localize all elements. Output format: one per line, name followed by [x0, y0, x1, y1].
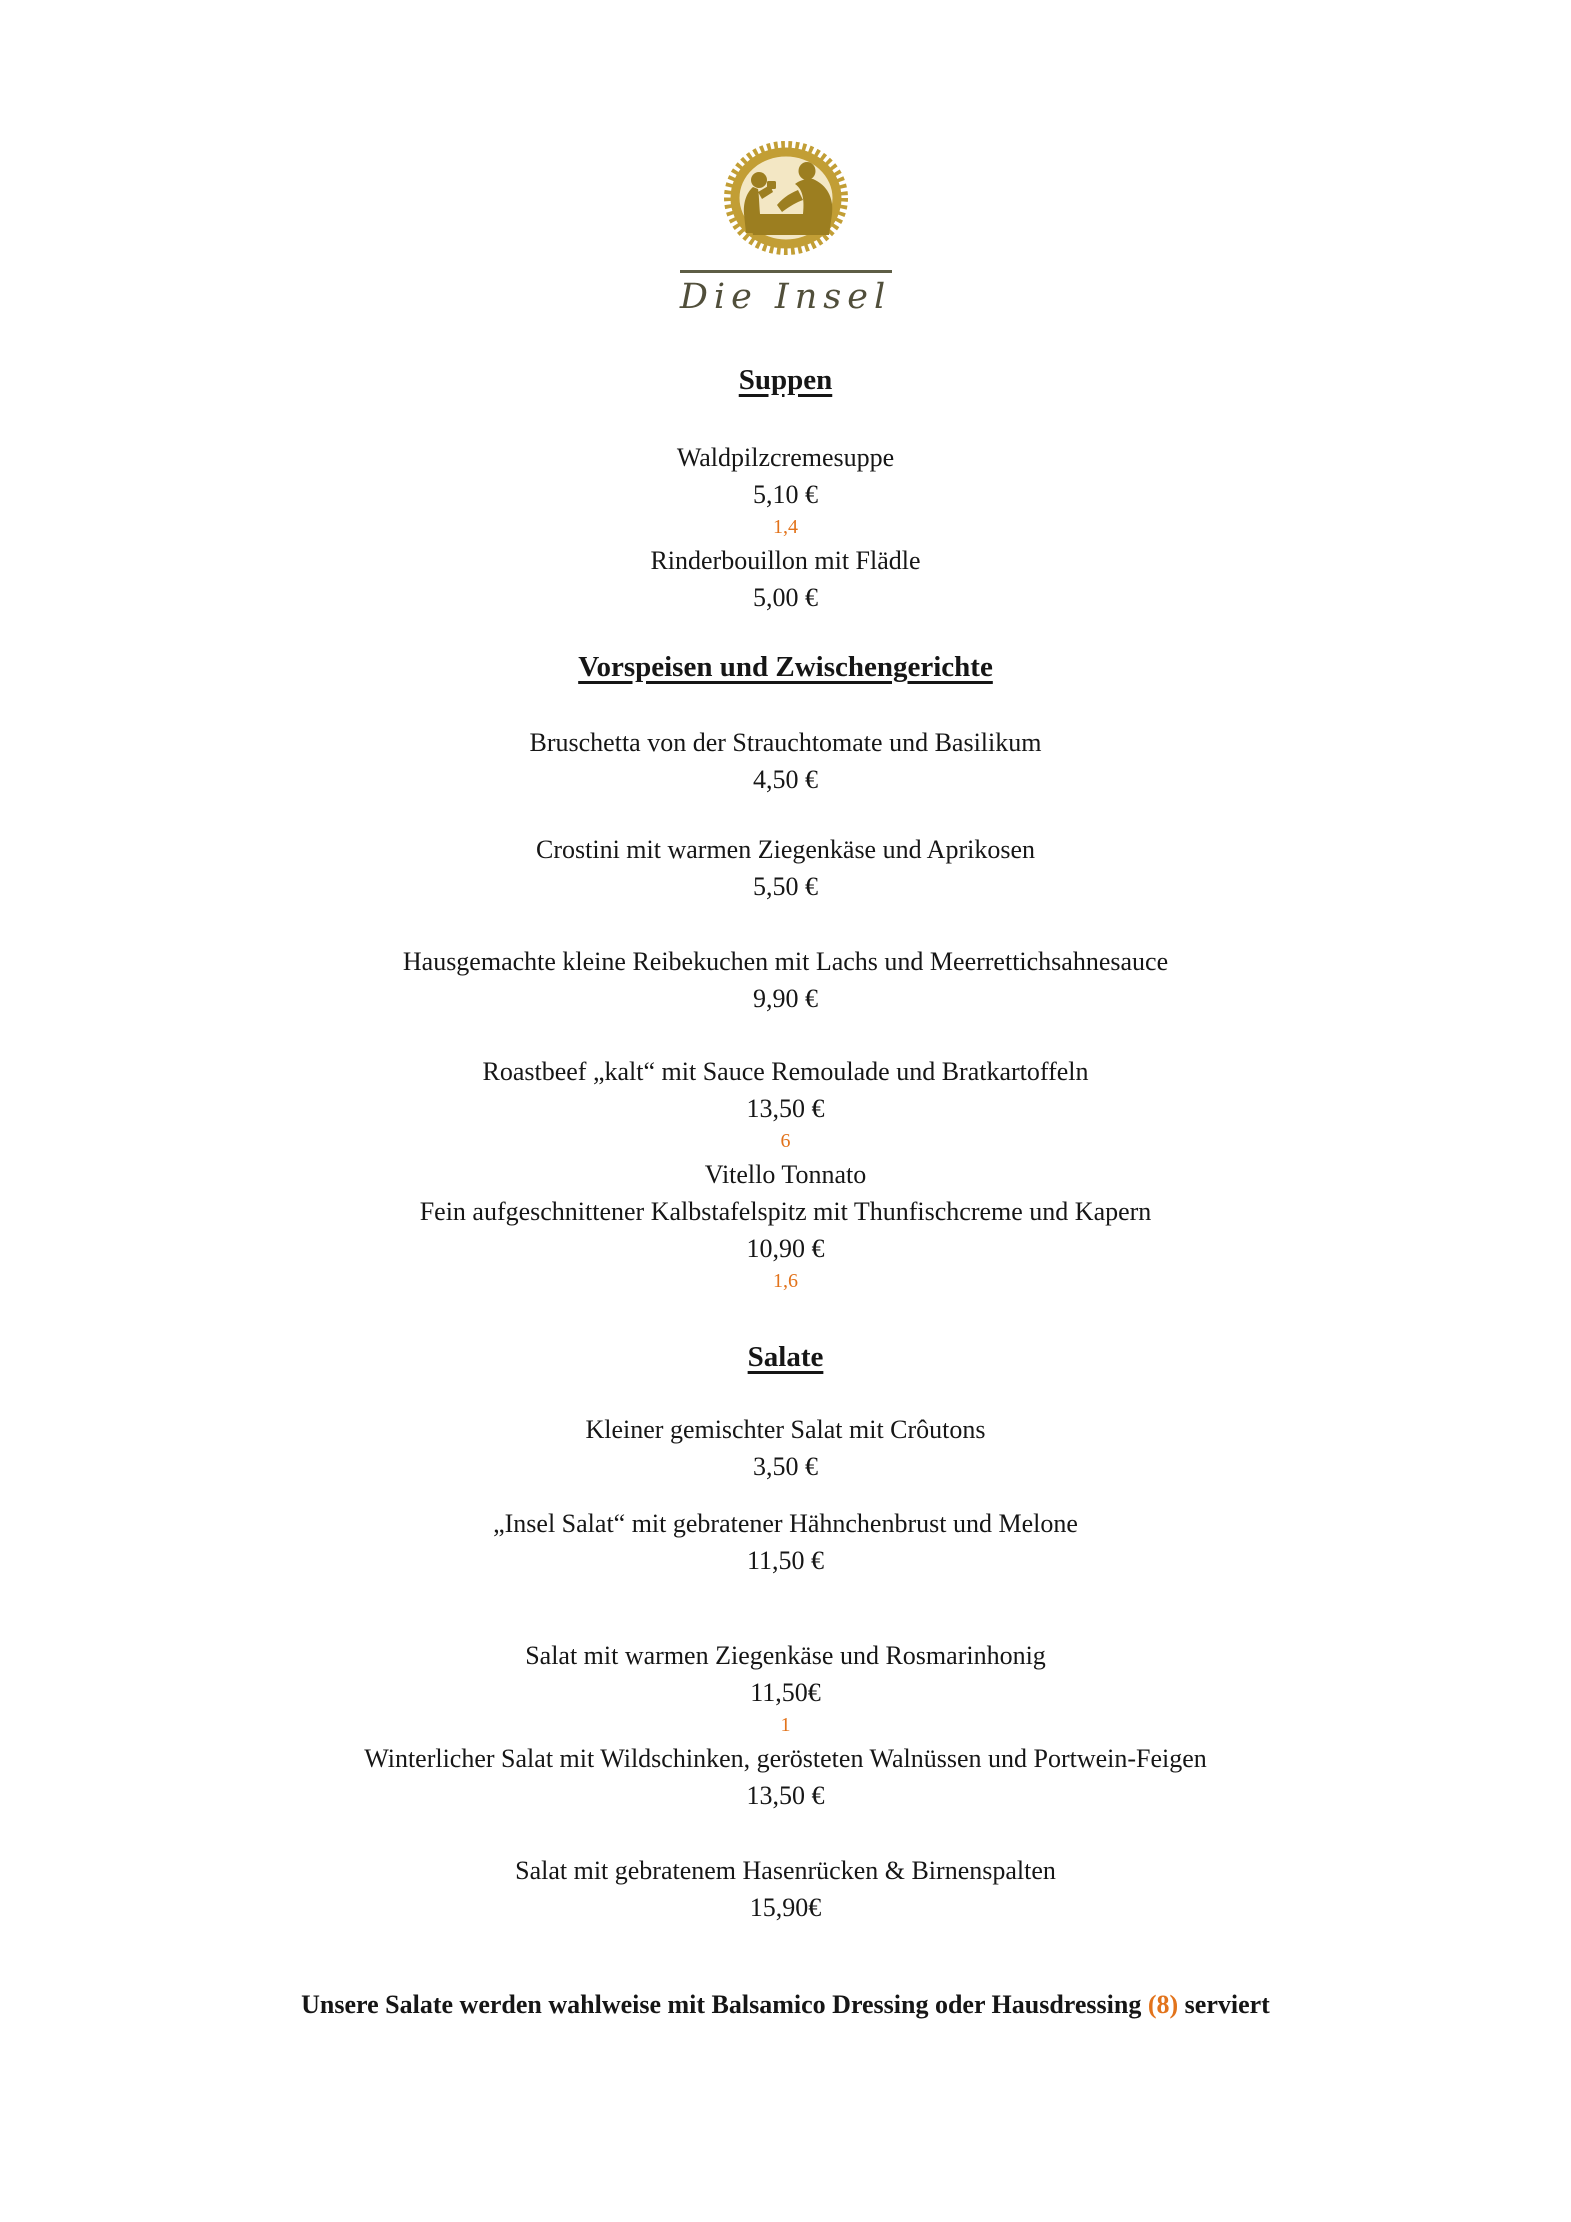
allergen-note: 1: [780, 1714, 791, 1736]
logo-rule-line: [680, 270, 892, 273]
menu-item-hasenruecken-salat: [0, 1852, 1571, 1926]
item-name: Winterlicher Salat mit Wildschinken, gerösteten Walnüssen und Portwein-Feigen: [364, 1744, 1207, 1773]
section-title-salate: Salate: [747, 1341, 824, 1373]
item-price: 15,90€: [749, 1893, 822, 1922]
item-price: 13,50 €: [746, 1094, 825, 1123]
item-name: Bruschetta von der Strauchtomate und Basilikum: [529, 728, 1042, 757]
item-price: 11,50€: [750, 1678, 821, 1707]
item-price: 5,00 €: [753, 583, 818, 612]
sun-seal-diners-icon: [668, 126, 904, 268]
item-name: Salat mit warmen Ziegenkäse und Rosmarinhonig: [525, 1641, 1046, 1670]
dressing-note: [0, 1986, 1571, 2023]
item-name: Roastbeef „kalt“ mit Sauce Remoulade und Bratkartoffeln: [482, 1057, 1089, 1086]
allergen-note: 6: [780, 1130, 791, 1152]
item-name: Waldpilzcremesuppe: [676, 443, 895, 472]
menu-item-crostini: [0, 831, 1571, 905]
item-price: 9,90 €: [753, 984, 818, 1013]
menu-item-winterlicher-salat: [0, 1740, 1571, 1814]
section-title-vorspeisen: Vorspeisen und Zwischengerichte: [578, 651, 993, 683]
menu-item-kleiner-salat: [0, 1411, 1571, 1485]
item-price: 3,50 €: [753, 1452, 818, 1481]
allergen-note: 1,4: [773, 516, 798, 538]
restaurant-logo: [0, 0, 1571, 317]
logo-wordmark: Die Insel: [679, 277, 892, 317]
menu-item-vitello-tonnato: [0, 1156, 1571, 1296]
item-price: 5,10 €: [753, 480, 818, 509]
dressing-allergen-note: (8): [1147, 1990, 1179, 2019]
item-price: 11,50 €: [746, 1546, 825, 1575]
item-name: Hausgemachte kleine Reibekuchen mit Lachs und Meerrettichsahnesauce: [402, 947, 1169, 976]
menu-item-waldpilzcremesuppe: [0, 439, 1571, 542]
section-title-suppen: Suppen: [738, 364, 833, 396]
item-price: 10,90 €: [746, 1234, 825, 1263]
menu-item-ziegenkaese-salat: [0, 1637, 1571, 1740]
menu-item-insel-salat: [0, 1505, 1571, 1579]
menu-item-bruschetta: [0, 724, 1571, 798]
item-name: Vitello Tonnato: [704, 1160, 867, 1189]
menu-item-roastbeef: [0, 1053, 1571, 1156]
item-price: 5,50 €: [753, 872, 818, 901]
item-price: 4,50 €: [753, 765, 818, 794]
dressing-note-text: Unsere Salate werden wahlweise mit Balsamico Dressing oder Hausdressing: [301, 1990, 1148, 2019]
item-name: „Insel Salat“ mit gebratener Hähnchenbrust und Melone: [493, 1509, 1078, 1538]
item-name: Salat mit gebratenem Hasenrücken & Birnenspalten: [515, 1856, 1056, 1885]
item-name: Rinderbouillon mit Flädle: [650, 546, 921, 575]
menu-item-rinderbouillon: [0, 542, 1571, 616]
item-price: 13,50 €: [746, 1781, 825, 1810]
item-description: Fein aufgeschnittener Kalbstafelspitz mit Thunfischcreme und Kapern: [419, 1197, 1152, 1226]
item-name: Crostini mit warmen Ziegenkäse und Aprikosen: [536, 835, 1035, 864]
menu-item-reibekuchen: [0, 943, 1571, 1017]
allergen-note: 1,6: [773, 1270, 798, 1292]
item-name: Kleiner gemischter Salat mit Crôutons: [585, 1415, 986, 1444]
dressing-note-text-end: serviert: [1178, 1990, 1270, 2019]
